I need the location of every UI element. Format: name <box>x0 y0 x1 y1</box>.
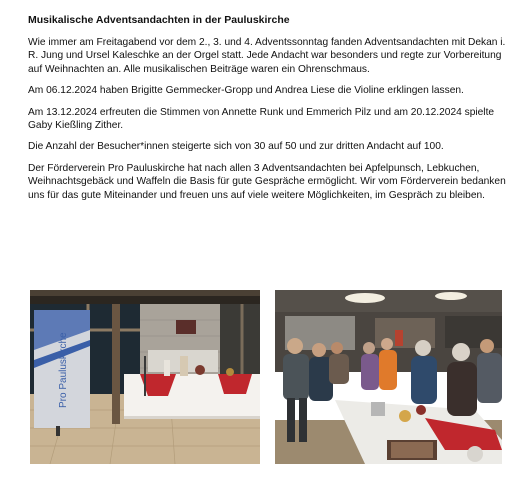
paragraph-visitors: Die Anzahl der Besucher*innen steigerte sich von 30 auf 50 und zur dritten Andacht auf 100. <box>28 141 444 153</box>
banner-text: Pro Pauluskirche <box>58 332 69 408</box>
paragraph-foerderverein: Der Förderverein Pro Pauluskirche hat nach allen 3 Adventsandachten bei Apfelpunsch, Lebkuchen, Weihnachtsgebäck und Waffeln die Basis für gute Gespräche ermöglicht. Wir vom Förderverein bedanken uns für das gute Miteinander und freuen uns auf viele weitere Möglichkeiten, im Gespräch zu bleiben. <box>28 162 506 201</box>
photo-church-hall-tables <box>30 290 260 464</box>
document-body <box>28 14 508 210</box>
paragraph-voices-zither: Am 13.12.2024 erfreuten die Stimmen von Annette Runk und Emmerich Pilz und am 20.12.2024 spielte Gaby Kießling Zither. <box>28 106 495 132</box>
paragraph-violin: Am 06.12.2024 haben Brigitte Gemmecker-Gropp und Andrea Liese die Violine erklingen lassen. <box>28 85 464 97</box>
article-title: Musikalische Adventsandachten in der Pauluskirche <box>28 14 290 26</box>
paragraph-intro: Wie immer am Freitagabend vor dem 2., 3. und 4. Adventssonntag fanden Adventsandachten mit Dekan i. R. Jung und Ursel Kaleschke an der Orgel statt. Jede Andacht war besonders und regte zur Vorbereitung auf Weihnachten an. Alle musikalischen Beiträge waren ein Ohrenschmaus. <box>28 37 506 75</box>
photo-row <box>30 290 502 464</box>
photo-visitors-buffet <box>275 290 502 464</box>
